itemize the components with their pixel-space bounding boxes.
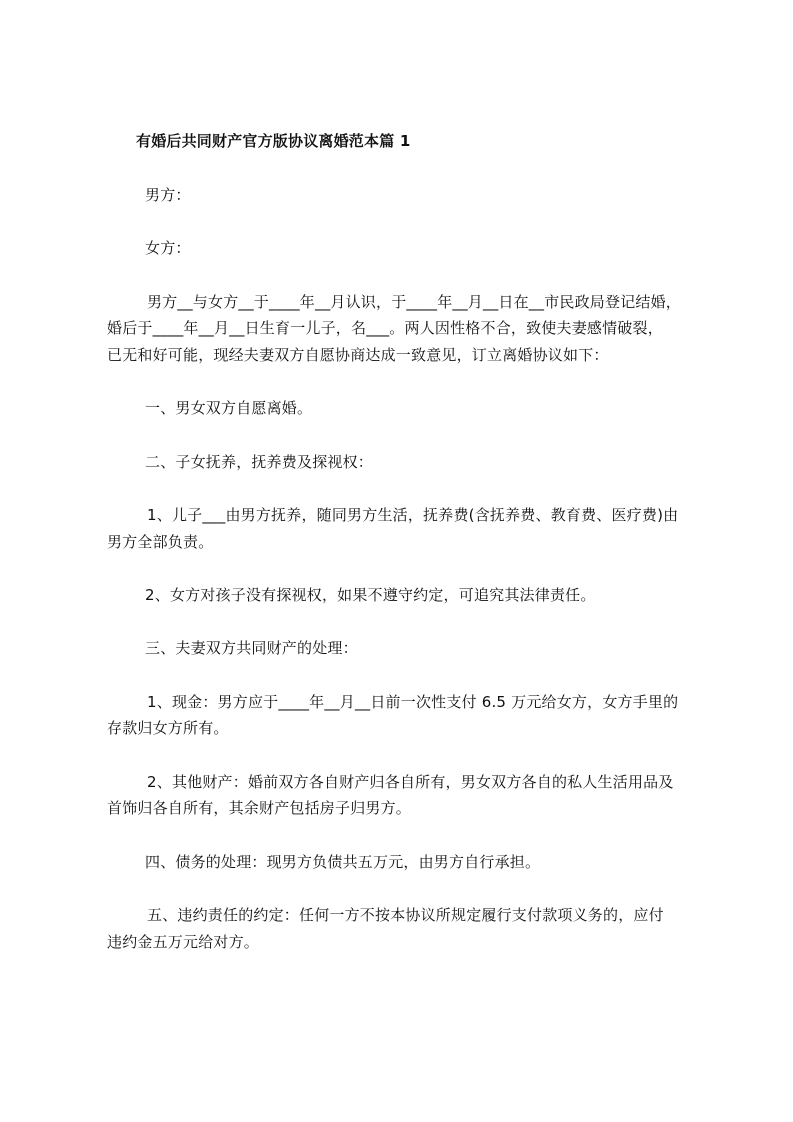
intro-paragraph-line: 婚后于____年__月__日生育一儿子，名___。两人因性格不合，致使夫妻感情破裂， [107,319,663,337]
clause-3-1-line: 1、现金：男方应于____年__月__日前一次性支付 6.5 万元给女方，女方手里的 [147,693,679,711]
clause-1: 一、男女双方自愿离婚。 [145,399,313,417]
clause-2-1-line: 男方全部负责。 [107,533,214,551]
intro-paragraph-line: 已无和好可能，现经夫妻双方自愿协商达成一致意见，订立离婚协议如下： [107,346,609,364]
document-title: 有婚后共同财产官方版协议离婚范本篇 1 [136,132,411,150]
clause-3-2-line: 2、其他财产：婚前双方各自财产归各自所有，男女双方各自的私人生活用品及 [147,773,674,791]
clause-5-line: 违约金五万元给对方。 [107,933,260,951]
clause-3-1-line: 存款归女方所有。 [107,719,229,737]
clause-4: 四、债务的处理：现男方负债共五万元，由男方自行承担。 [145,853,541,871]
male-party-label: 男方： [145,186,191,204]
clause-2-heading: 二、子女抚养，抚养费及探视权： [145,453,374,471]
female-party-label: 女方： [145,239,191,257]
clause-2-2: 2、女方对孩子没有探视权，如果不遵守约定，可追究其法律责任。 [145,586,596,604]
clause-3-2-line: 首饰归各自所有，其余财产包括房子归男方。 [107,799,412,817]
clause-3-heading: 三、夫妻双方共同财产的处理： [145,639,358,657]
clause-5-line: 五、违约责任的约定：任何一方不按本协议所规定履行支付款项义务的，应付 [147,906,664,924]
clause-2-1-line: 1、儿子___由男方抚养，随同男方生活，抚养费(含抚养费、教育费、医疗费)由 [147,506,679,524]
intro-paragraph-line: 男方__与女方__于____年__月认识，于____年__月__日在__市民政局登记结婚， [147,293,682,311]
